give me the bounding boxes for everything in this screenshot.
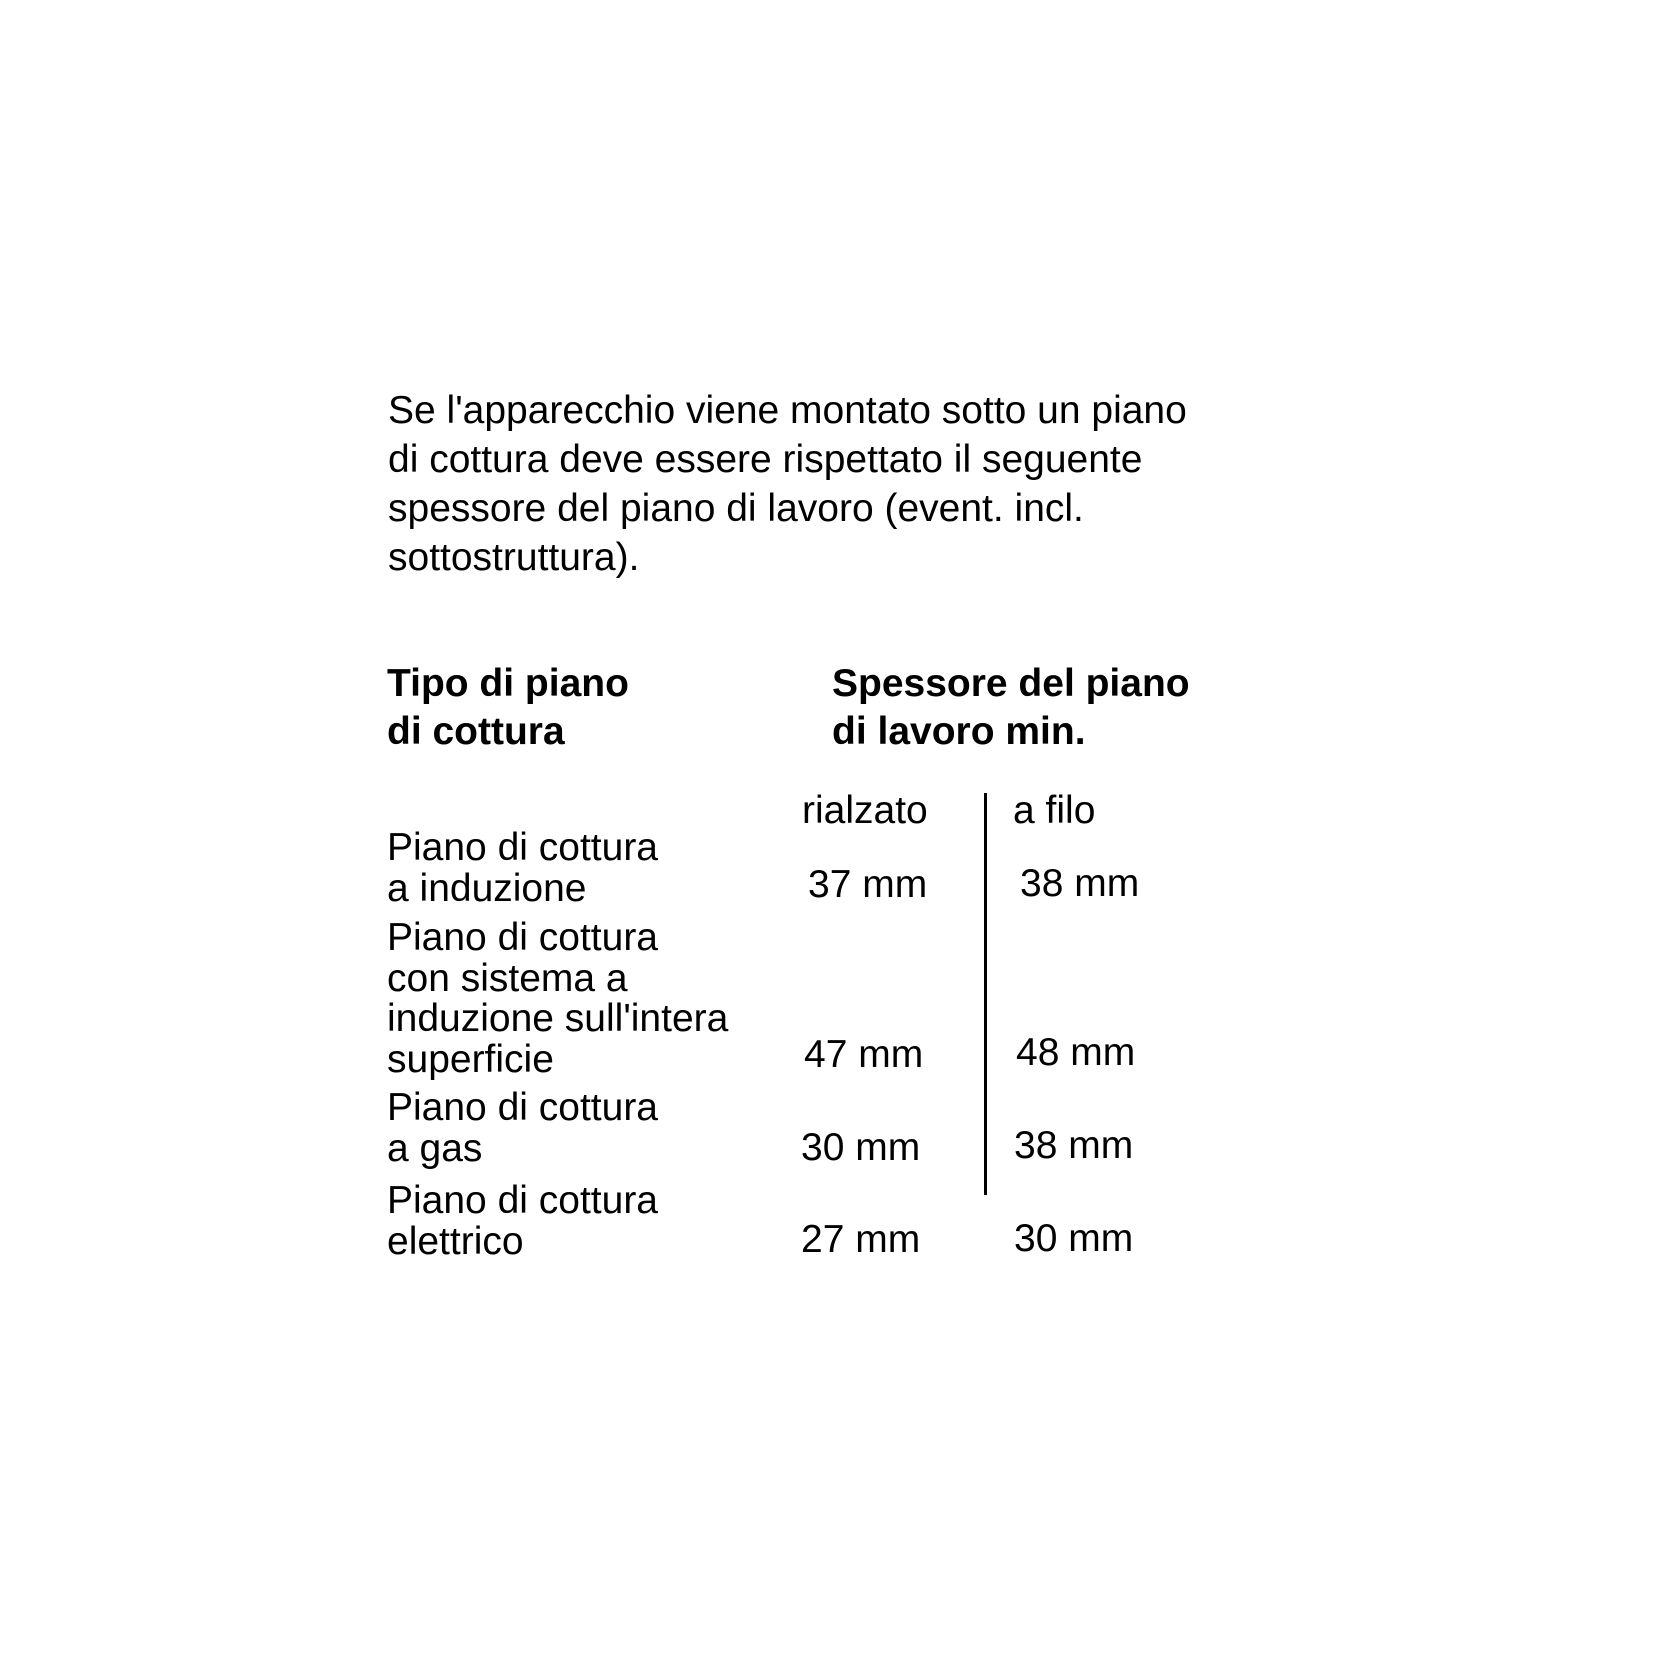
value-flush-induction: 38 mm	[1020, 862, 1140, 905]
intro-paragraph	[388, 386, 1308, 582]
row-label-full-surface-induction	[387, 918, 728, 1080]
row-label-line: induzione sull'intera	[387, 997, 729, 1040]
intro-line: spessore del piano di lavoro (event. incl.	[388, 487, 1084, 530]
column-header-worktop-thickness	[832, 660, 1190, 756]
row-label-line: elettrico	[387, 1219, 524, 1263]
value-raised-electric: 27 mm	[801, 1218, 921, 1261]
row-label-line: Piano di cottura	[387, 916, 659, 959]
value-raised-gas: 30 mm	[801, 1126, 921, 1169]
value-flush-full-surface-induction: 48 mm	[1016, 1031, 1136, 1074]
value-flush-gas: 38 mm	[1014, 1124, 1134, 1167]
row-label-line: a gas	[387, 1126, 483, 1170]
value-raised-induction: 37 mm	[808, 863, 928, 906]
header-line: di cottura	[387, 710, 565, 753]
value-raised-full-surface-induction: 47 mm	[804, 1033, 924, 1076]
column-header-cooktop-type	[387, 660, 629, 756]
intro-line: sottostruttura).	[388, 536, 640, 579]
column-divider	[984, 793, 987, 1195]
row-label-line: a induzione	[387, 866, 587, 910]
row-label-line: con sistema a	[387, 956, 628, 1000]
header-line: Spessore del piano	[832, 662, 1190, 705]
row-label-gas	[387, 1088, 658, 1169]
row-label-electric	[387, 1181, 658, 1262]
header-line: Tipo di piano	[387, 662, 629, 705]
intro-line: Se l'apparecchio viene montato sotto un piano	[388, 389, 1187, 432]
header-line: di lavoro min.	[832, 710, 1086, 753]
subheader-raised: rialzato	[802, 789, 928, 832]
row-label-line: Piano di cottura	[387, 826, 659, 869]
row-label-line: superficie	[387, 1037, 554, 1081]
subheader-flush: a filo	[1013, 789, 1096, 832]
value-flush-electric: 30 mm	[1014, 1217, 1134, 1260]
intro-line: di cottura deve essere rispettato il seguente	[388, 438, 1143, 481]
row-label-induction	[387, 828, 658, 909]
row-label-line: Piano di cottura	[387, 1179, 659, 1222]
row-label-line: Piano di cottura	[387, 1086, 659, 1129]
